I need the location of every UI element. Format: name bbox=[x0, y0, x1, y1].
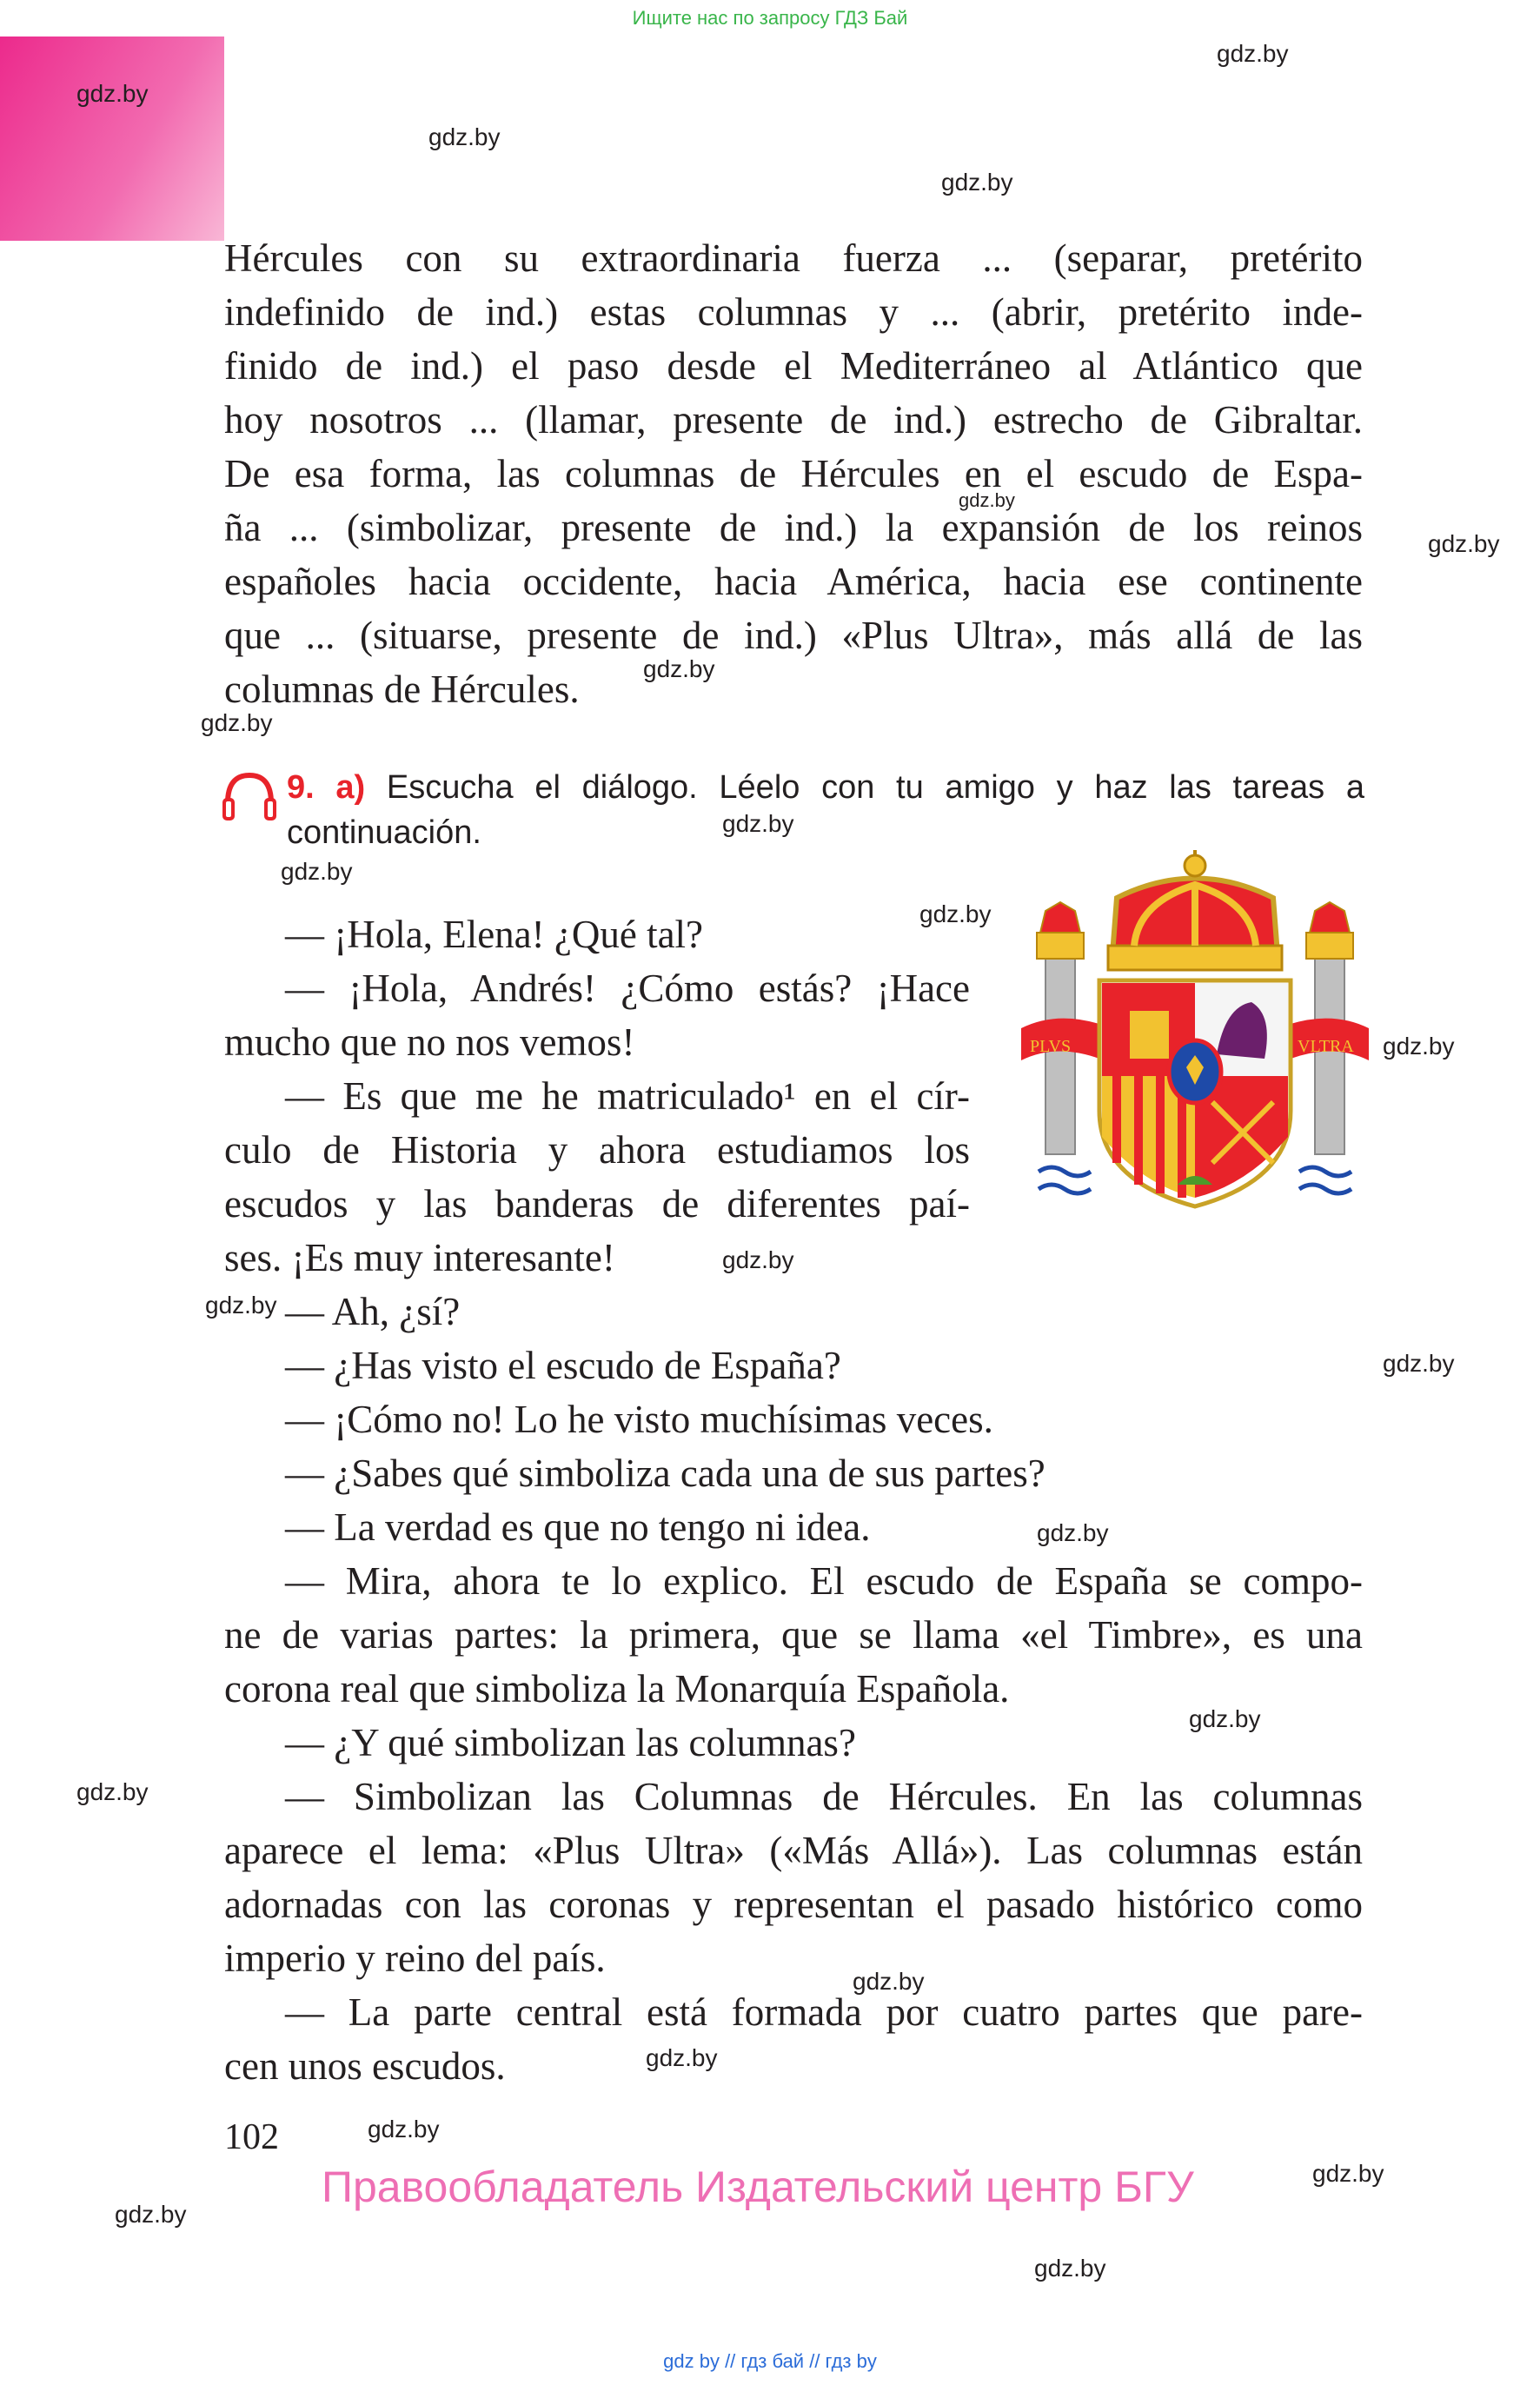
pink-corner-block bbox=[0, 37, 224, 241]
paragraph-line: columnas de Hércules. bbox=[224, 668, 580, 711]
watermark: gdz.by bbox=[941, 169, 1013, 196]
spain-coat-of-arms-image bbox=[1021, 850, 1369, 1222]
dialogue-line: — La parte central está formada por cuatro partes que pare- bbox=[285, 1990, 1363, 2034]
dialogue-line: — Es que me he matriculado¹ en el cír- bbox=[285, 1074, 970, 1118]
watermark: gdz.by bbox=[1217, 40, 1289, 67]
dialogue-line: corona real que simboliza la Monarquía Española. bbox=[224, 1667, 1010, 1711]
watermark: gdz.by bbox=[1383, 1033, 1455, 1060]
paragraph-line: De esa forma, las columnas de Hércules en el escudo de Espa- bbox=[224, 452, 1363, 495]
dialogue-line: — ¿Has visto el escudo de España? bbox=[285, 1344, 841, 1387]
dialogue-line: — ¿Sabes qué simboliza cada una de sus partes? bbox=[285, 1452, 1045, 1495]
dialogue-line: — ¡Cómo no! Lo he visto muchísimas veces. bbox=[285, 1398, 993, 1441]
ribbon-right-text: VLTRA bbox=[1298, 1037, 1354, 1056]
watermark: gdz.by bbox=[201, 709, 273, 736]
dialogue-line: — ¡Hola, Elena! ¿Qué tal? bbox=[285, 913, 704, 956]
watermark: gdz.by bbox=[959, 489, 1015, 511]
ribbon-left-text: PLVS bbox=[1030, 1037, 1072, 1056]
dialogue-line: imperio y reino del país. bbox=[224, 1937, 606, 1980]
dialogue-line: adornadas con las coronas y representan el pasado histórico como bbox=[224, 1883, 1363, 1926]
page-number: 102 bbox=[224, 2117, 279, 2157]
dialogue-line: ses. ¡Es muy interesante! bbox=[224, 1236, 615, 1279]
dialogue-line: — ¿Y qué simbolizan las columnas? bbox=[285, 1721, 856, 1764]
dialogue-line: — La verdad es que no tengo ni idea. bbox=[285, 1505, 871, 1549]
paragraph-line: españoles hacia occidente, hacia América, hacia ese continente bbox=[224, 560, 1363, 603]
dialogue-lower bbox=[224, 1285, 1363, 2093]
watermark: gdz.by bbox=[76, 80, 149, 107]
dialogue-line: — Ah, ¿sí? bbox=[285, 1290, 461, 1333]
dialogue-line: — ¡Hola, Andrés! ¿Cómo estás? ¡Hace bbox=[285, 967, 970, 1010]
dialogue-line: culo de Historia y ahora estudiamos los bbox=[224, 1128, 970, 1172]
dialogue-line: — Mira, ahora te lo explico. El escudo de España se compo- bbox=[285, 1559, 1363, 1603]
watermark: gdz.by bbox=[722, 1246, 794, 1273]
watermark: gdz.by bbox=[1037, 1519, 1109, 1546]
dialogue-line: escudos y las banderas de diferentes paí- bbox=[224, 1182, 970, 1226]
watermark: gdz.by bbox=[919, 900, 992, 927]
dialogue-upper bbox=[224, 907, 970, 1285]
dialogue-line: — Simbolizan las Columnas de Hércules. En las columnas bbox=[285, 1775, 1363, 1818]
bottom-banner: gdz by // гдз бай // гдз by bbox=[663, 2350, 877, 2372]
watermark: gdz.by bbox=[1034, 2255, 1106, 2282]
watermark: gdz.by bbox=[281, 858, 353, 885]
dialogue-line: aparece el lema: «Plus Ultra» («Más Allá»). Las columnas están bbox=[224, 1829, 1363, 1872]
watermark: gdz.by bbox=[76, 1778, 149, 1805]
exercise-number: 9. a) bbox=[287, 769, 366, 806]
watermark: gdz.by bbox=[368, 2116, 440, 2143]
paragraph-line: finido de ind.) el paso desde el Mediterráneo al Atlántico que bbox=[224, 344, 1363, 388]
paragraph-line: hoy nosotros ... (llamar, presente de ind.) estrecho de Gibraltar. bbox=[224, 398, 1363, 442]
watermark: gdz.by bbox=[646, 2044, 718, 2071]
exercise-instruction: Escucha el diálogo. Léelo con tu amigo y haz las tareas a continuación. bbox=[287, 769, 1365, 851]
paragraph-line: que ... (situarse, presente de ind.) «Plus Ultra», más allá de las bbox=[224, 614, 1363, 657]
watermark: gdz.by bbox=[1189, 1705, 1261, 1732]
watermark: gdz.by bbox=[1312, 2160, 1384, 2187]
exercise-title bbox=[287, 765, 1364, 855]
paragraph-line: indefinido de ind.) estas columnas y ... (abrir, pretérito inde- bbox=[224, 290, 1363, 334]
dialogue-line: cen unos escudos. bbox=[224, 2044, 506, 2088]
paragraph-line: ña ... (simbolizar, presente de ind.) la expansión de los reinos bbox=[224, 506, 1363, 549]
paragraph-line: Hércules con su extraordinaria fuerza ... (separar, pretérito bbox=[224, 236, 1363, 280]
dialogue-line: mucho que no nos vemos! bbox=[224, 1020, 635, 1064]
top-banner: Ищите нас по запросу ГДЗ Бай bbox=[632, 7, 908, 29]
watermark: gdz.by bbox=[1383, 1350, 1455, 1377]
copyright-owner: Правообладатель Издательский центр БГУ bbox=[322, 2162, 1194, 2211]
watermark: gdz.by bbox=[722, 810, 794, 837]
watermark: gdz.by bbox=[115, 2201, 187, 2228]
exercise-paragraph bbox=[224, 231, 1363, 716]
headphones-icon bbox=[219, 768, 280, 824]
dialogue-line: ne de varias partes: la primera, que se llama «el Timbre», es una bbox=[224, 1613, 1363, 1657]
watermark: gdz.by bbox=[428, 123, 501, 150]
watermark: gdz.by bbox=[205, 1292, 277, 1319]
watermark: gdz.by bbox=[1428, 530, 1500, 557]
watermark: gdz.by bbox=[643, 655, 715, 682]
watermark: gdz.by bbox=[853, 1968, 925, 1995]
